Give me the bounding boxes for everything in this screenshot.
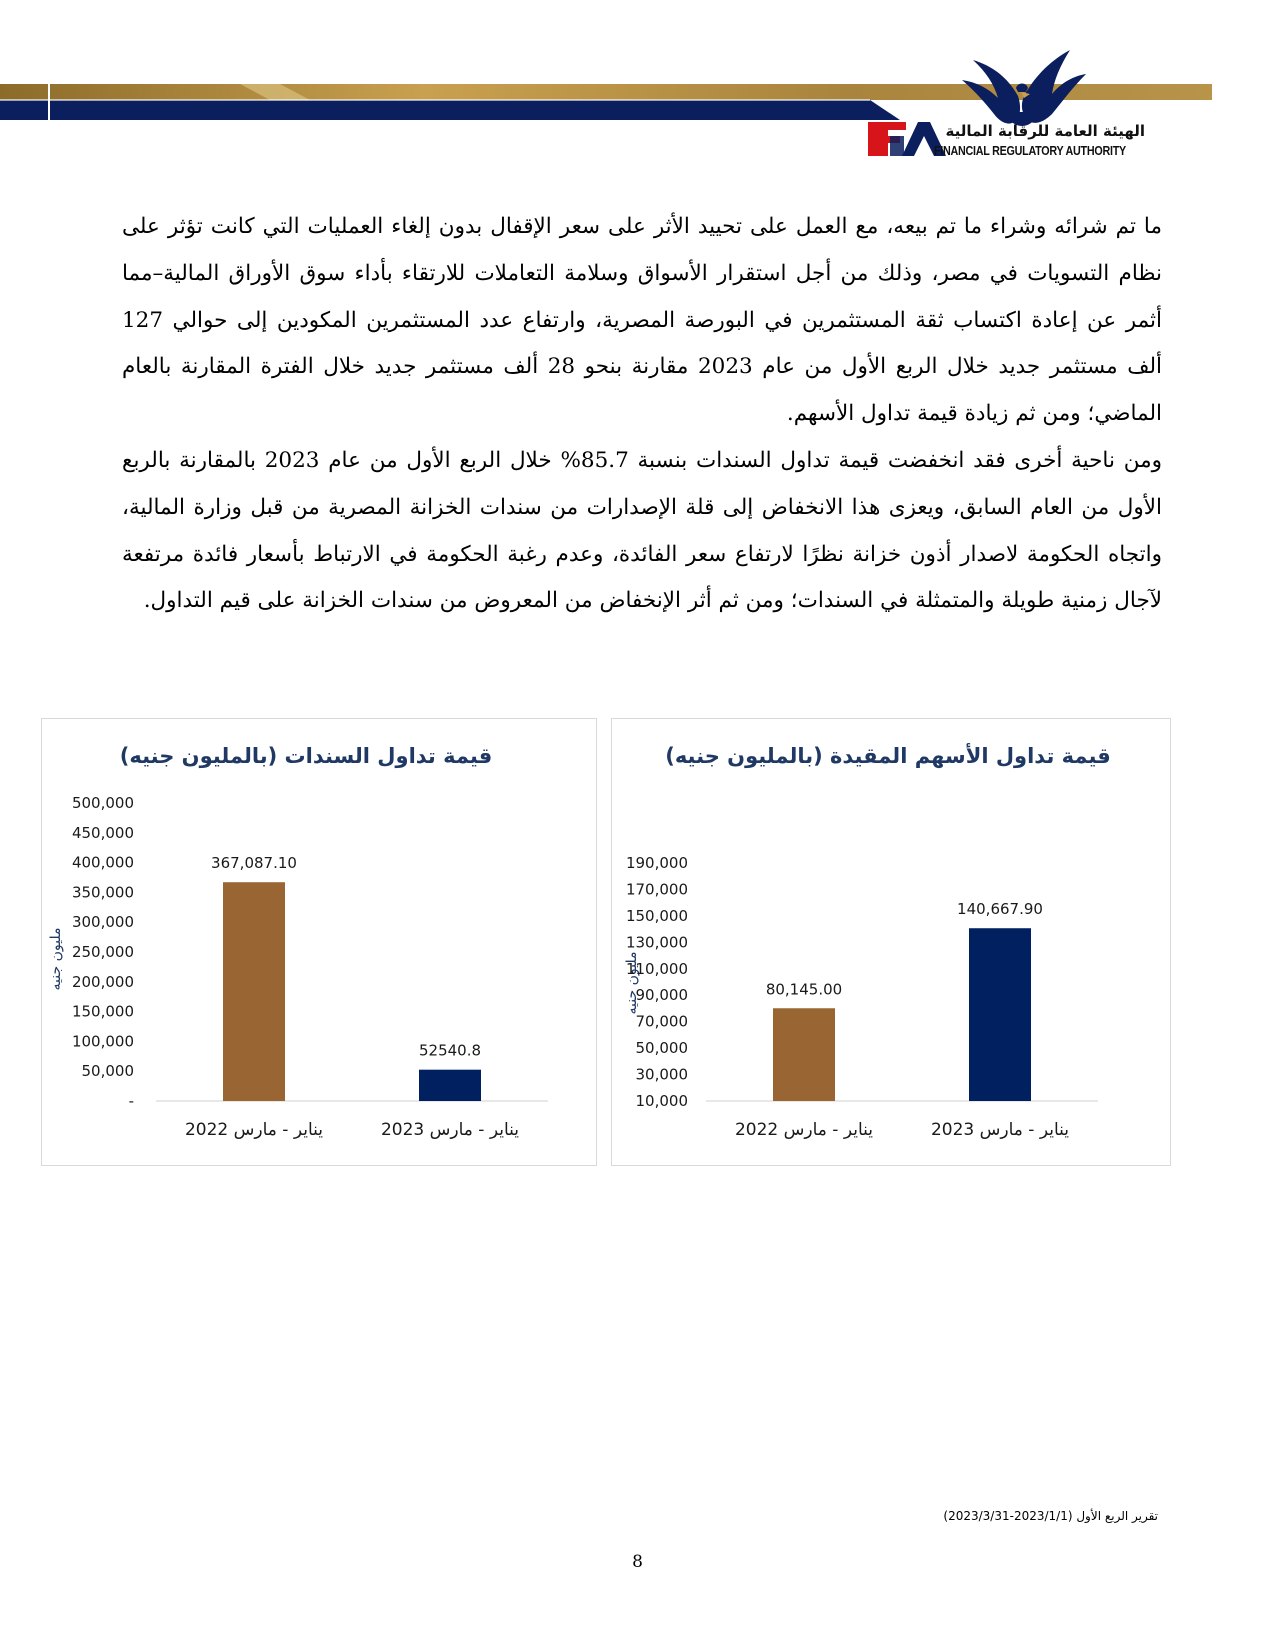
x-category-label: يناير - مارس 2022 bbox=[734, 1120, 874, 1140]
bar bbox=[773, 1008, 835, 1101]
bonds-trading-chart bbox=[41, 718, 597, 1166]
x-category-label: يناير - مارس 2022 bbox=[184, 1120, 324, 1140]
y-tick-label: - bbox=[128, 1092, 134, 1110]
shares-trading-chart bbox=[611, 718, 1171, 1166]
paragraph-2: ومن ناحية أخرى فقد انخفضت قيمة تداول السندات بنسبة 85.7% خلال الربع الأول من عام 2023 بالمقارنة بالربع الأول من العام السابق، ويعزى هذا الانخفاض إلى قلة الإصدارات من سندات الخزانة المصرية من قبل وزارة المالية، واتجاه الحكومة لاصدار أذون خزانة نظرًا لارتفاع سعر الفائدة، وعدم رغبة الحكومة في الارتباط بأسعار فائدة مرتفعة لآجال زمنية طويلة والمتمثلة في السندات؛ ومن ثم أثر الإنخفاض من المعروض من سندات الخزانة على قيم التداول. bbox=[122, 447, 1162, 614]
y-tick-label: 400,000 bbox=[71, 853, 134, 872]
body-text bbox=[122, 204, 1162, 625]
y-tick-label: 150,000 bbox=[625, 906, 688, 925]
x-category-label: يناير - مارس 2023 bbox=[930, 1120, 1070, 1140]
bar bbox=[419, 1070, 481, 1101]
page-number: 8 bbox=[632, 1552, 643, 1572]
bar bbox=[223, 882, 285, 1101]
y-tick-label: 130,000 bbox=[625, 933, 688, 952]
y-tick-label: 150,000 bbox=[71, 1002, 134, 1021]
data-label: 80,145.00 bbox=[765, 980, 843, 999]
chart-title: قيمة تداول الأسهم المقيدة (بالمليون جنيه) bbox=[665, 744, 1111, 768]
y-tick-label: 200,000 bbox=[71, 972, 134, 991]
y-axis-label: مليون جنيه bbox=[624, 951, 640, 1015]
chart-title: قيمة تداول السندات (بالمليون جنيه) bbox=[119, 744, 493, 768]
shares-plot bbox=[626, 854, 1098, 1140]
y-tick-label: 30,000 bbox=[635, 1065, 688, 1084]
y-tick-label: 50,000 bbox=[81, 1062, 134, 1081]
y-tick-label: 110,000 bbox=[625, 959, 688, 978]
logo-english-name: FINANCIAL REGULATORY AUTHORITY bbox=[934, 144, 1126, 158]
y-tick-label: 350,000 bbox=[71, 883, 134, 902]
x-category-label: يناير - مارس 2023 bbox=[380, 1120, 520, 1140]
y-tick-label: 70,000 bbox=[635, 1012, 688, 1031]
y-tick-label: 10,000 bbox=[635, 1092, 688, 1110]
y-tick-label: 500,000 bbox=[71, 794, 134, 812]
y-tick-label: 100,000 bbox=[71, 1032, 134, 1051]
y-tick-label: 170,000 bbox=[625, 880, 688, 899]
eagle-icon bbox=[962, 50, 1086, 126]
y-tick-label: 250,000 bbox=[71, 943, 134, 961]
report-period-note: تقرير الربع الأول (2023/1/1-2023/3/31) bbox=[943, 1509, 1158, 1523]
data-label: 52540.8 bbox=[418, 1041, 482, 1060]
y-tick-label: 50,000 bbox=[635, 1039, 688, 1058]
bonds-chart-svg bbox=[42, 719, 596, 1165]
y-tick-label: 90,000 bbox=[635, 986, 688, 1005]
bonds-plot bbox=[72, 794, 548, 1140]
bar bbox=[969, 928, 1031, 1101]
data-label: 367,087.10 bbox=[211, 854, 297, 873]
logo-arabic-name: الهيئة العامة للرقابة المالية bbox=[945, 122, 1145, 140]
y-tick-label: 300,000 bbox=[71, 913, 134, 932]
y-tick-label: 450,000 bbox=[71, 823, 134, 842]
y-tick-label: 190,000 bbox=[625, 854, 688, 872]
paragraph-1: ما تم شرائه وشراء ما تم بيعه، مع العمل على تحييد الأثر على سعر الإقفال بدون إلغاء العمليات التي كانت تؤثر على نظام التسويات في مصر، وذلك من أجل استقرار الأسواق وسلامة التعاملات للارتقاء بأداء سوق الأوراق المالية–مما أثمر عن إعادة اكتساب ثقة المستثمرين في البورصة المصرية، وارتفاع عدد المستثمرين المكودين إلى حوالي 127 ألف مستثمر جديد خلال الربع الأول من عام 2023 مقارنة بنحو 28 ألف مستثمر جديد خلال الفترة المقارنة بالعام الماضي؛ ومن ثم زيادة قيمة تداول الأسهم. bbox=[122, 214, 1162, 427]
shares-chart-svg bbox=[612, 719, 1170, 1165]
data-label: 140,667.90 bbox=[957, 900, 1043, 919]
y-axis-label: مليون جنيه bbox=[48, 927, 64, 991]
